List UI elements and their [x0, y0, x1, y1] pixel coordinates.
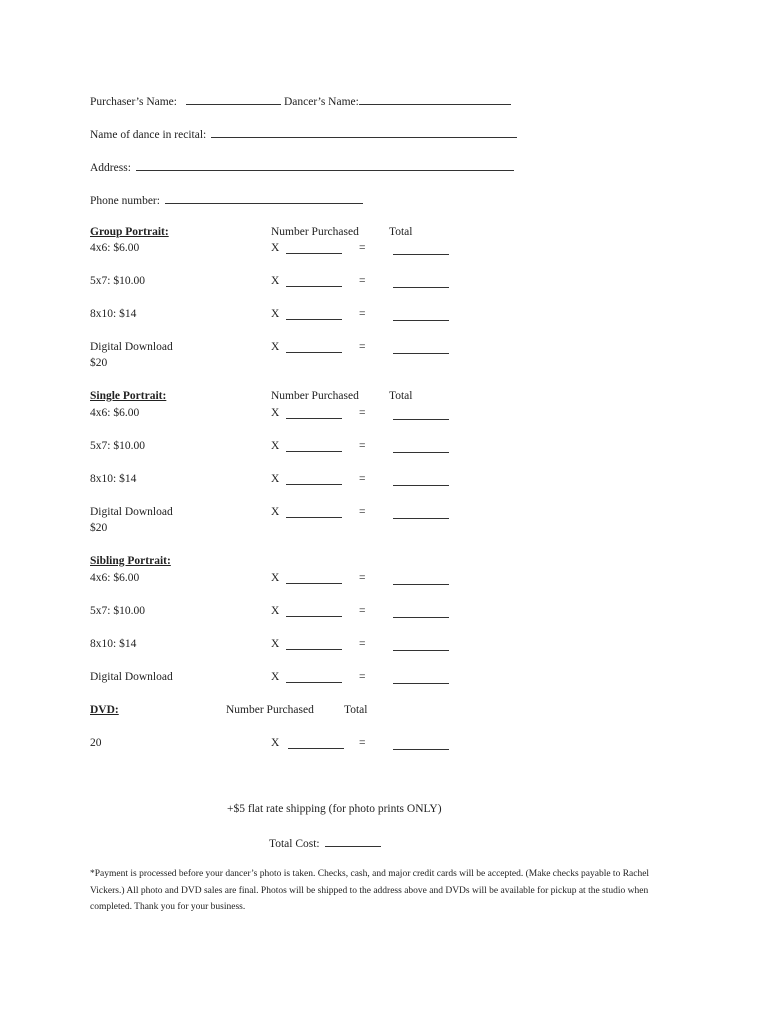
dance-name-field[interactable] [211, 127, 517, 138]
sibling-4x6-total-field[interactable] [393, 574, 449, 585]
dvd-total-field[interactable] [393, 739, 449, 750]
dance-name-row [90, 127, 517, 141]
group-number-purchased-header: Number Purchased [271, 226, 359, 238]
group-5x7-total-field[interactable] [393, 277, 449, 288]
sibling-4x6-qty-field[interactable] [286, 573, 342, 584]
sibling-item-8x10: 8x10: $14 [90, 638, 137, 650]
sibling-digital-equals: = [359, 671, 366, 683]
total-cost-row [269, 836, 381, 850]
sibling-5x7-total-field[interactable] [393, 607, 449, 618]
sibling-digital-total-field[interactable] [393, 673, 449, 684]
single-4x6-x: X [271, 407, 280, 419]
sibling-portrait-heading: Sibling Portrait: [90, 555, 171, 567]
group-digital-qty-field[interactable] [286, 342, 342, 353]
payment-note: *Payment is processed before your dancer’s photo is taken. Checks, cash, and major credit cards will be accepted. (Make checks payable to Rachel Vickers.) All photo and DVD sales are final. Photos will be shipped to the address above and DVDs will be available for pickup at the studio when completed. Thank you for your business. [90, 869, 650, 912]
sibling-digital-x: X [271, 671, 280, 683]
group-8x10-equals: = [359, 308, 366, 320]
sibling-8x10-qty-field[interactable] [286, 639, 342, 650]
group-4x6-qty-field[interactable] [286, 243, 342, 254]
dance-name-label: Name of dance in recital: [90, 129, 207, 141]
dvd-heading: DVD: [90, 704, 119, 716]
group-item-digital-download: Digital Download [90, 341, 173, 353]
dancer-name-field[interactable] [359, 94, 511, 105]
group-8x10-x: X [271, 308, 280, 320]
group-4x6-x: X [271, 242, 280, 254]
sibling-5x7-equals: = [359, 605, 366, 617]
sibling-5x7-x: X [271, 605, 280, 617]
group-item-digital-price: $20 [90, 357, 108, 369]
group-5x7-equals: = [359, 275, 366, 287]
group-4x6-equals: = [359, 242, 366, 254]
single-digital-equals: = [359, 506, 366, 518]
purchaser-name-label: Purchaser’s Name: [90, 96, 177, 108]
dvd-equals: = [359, 737, 366, 749]
sibling-digital-qty-field[interactable] [286, 672, 342, 683]
single-8x10-total-field[interactable] [393, 475, 449, 486]
phone-field[interactable] [165, 193, 363, 204]
single-item-digital-download: Digital Download [90, 506, 173, 518]
group-item-4x6: 4x6: $6.00 [90, 242, 140, 254]
dvd-total-header: Total [344, 704, 368, 716]
group-5x7-qty-field[interactable] [286, 276, 342, 287]
single-portrait-heading: Single Portrait: [90, 390, 167, 402]
sibling-4x6-x: X [271, 572, 280, 584]
purchaser-name-field[interactable] [186, 94, 281, 105]
group-digital-x: X [271, 341, 280, 353]
dvd-item-price: 20 [90, 737, 102, 749]
single-5x7-x: X [271, 440, 280, 452]
group-portrait-heading: Group Portrait: [90, 226, 169, 238]
total-cost-label: Total Cost: [269, 838, 320, 850]
single-4x6-total-field[interactable] [393, 409, 449, 420]
shipping-note: +$5 flat rate shipping (for photo prints ONLY) [227, 803, 442, 815]
phone-row [90, 193, 363, 207]
single-8x10-x: X [271, 473, 280, 485]
single-item-8x10: 8x10: $14 [90, 473, 137, 485]
group-digital-total-field[interactable] [393, 343, 449, 354]
total-cost-field[interactable] [325, 836, 381, 847]
single-4x6-equals: = [359, 407, 366, 419]
single-digital-qty-field[interactable] [286, 507, 342, 518]
single-item-digital-price: $20 [90, 522, 108, 534]
sibling-item-4x6: 4x6: $6.00 [90, 572, 140, 584]
dvd-number-purchased-header: Number Purchased [226, 704, 314, 716]
single-total-header: Total [389, 390, 413, 402]
group-digital-equals: = [359, 341, 366, 353]
phone-label: Phone number: [90, 195, 160, 207]
group-8x10-total-field[interactable] [393, 310, 449, 321]
address-row [90, 160, 514, 174]
purchaser-name-row [90, 94, 281, 108]
sibling-5x7-qty-field[interactable] [286, 606, 342, 617]
dvd-qty-field[interactable] [288, 738, 344, 749]
sibling-8x10-x: X [271, 638, 280, 650]
single-item-5x7: 5x7: $10.00 [90, 440, 145, 452]
sibling-item-5x7: 5x7: $10.00 [90, 605, 145, 617]
sibling-item-digital-download: Digital Download [90, 671, 173, 683]
single-5x7-equals: = [359, 440, 366, 452]
address-label: Address: [90, 162, 131, 174]
dancer-name-label: Dancer’s Name: [284, 96, 359, 108]
sibling-8x10-total-field[interactable] [393, 640, 449, 651]
sibling-4x6-equals: = [359, 572, 366, 584]
single-5x7-qty-field[interactable] [286, 441, 342, 452]
sibling-8x10-equals: = [359, 638, 366, 650]
group-item-8x10: 8x10: $14 [90, 308, 137, 320]
address-field[interactable] [136, 160, 514, 171]
group-4x6-total-field[interactable] [393, 244, 449, 255]
dvd-x: X [271, 737, 280, 749]
group-8x10-qty-field[interactable] [286, 309, 342, 320]
single-digital-x: X [271, 506, 280, 518]
group-total-header: Total [389, 226, 413, 238]
single-4x6-qty-field[interactable] [286, 408, 342, 419]
single-5x7-total-field[interactable] [393, 442, 449, 453]
group-item-5x7: 5x7: $10.00 [90, 275, 145, 287]
single-digital-total-field[interactable] [393, 508, 449, 519]
single-8x10-qty-field[interactable] [286, 474, 342, 485]
single-8x10-equals: = [359, 473, 366, 485]
single-item-4x6: 4x6: $6.00 [90, 407, 140, 419]
dancer-name-row [284, 94, 511, 108]
single-number-purchased-header: Number Purchased [271, 390, 359, 402]
group-5x7-x: X [271, 275, 280, 287]
